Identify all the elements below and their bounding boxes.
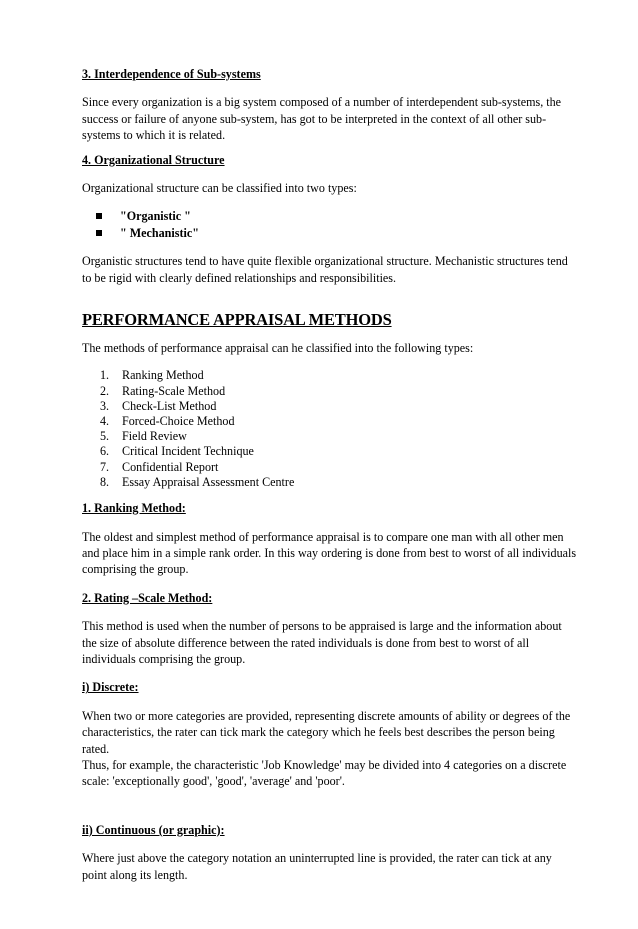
list-item-number: 5. — [100, 429, 110, 444]
list-item-label: Confidential Report — [122, 459, 219, 474]
section-heading-interdependence: 3. Interdependence of Sub-systems — [82, 67, 261, 81]
paragraph-rating-scale: This method is used when the number of persons to be appraised is large and the information about the size of absolute difference between the rated individuals is done from best to worst of all individuals comprising the group. — [82, 619, 562, 666]
list-item-number: 4. — [100, 414, 110, 429]
list-item-label: Field Review — [122, 429, 187, 444]
list-item-number: 3. — [100, 398, 110, 413]
section-heading-org-structure: 4. Organizational Structure — [82, 152, 225, 167]
list-item-label: Rating-Scale Method — [122, 383, 226, 398]
methods-list — [82, 368, 578, 490]
page-title-appraisal-methods: PERFORMANCE APPRAISAL METHODS — [82, 310, 392, 330]
paragraph-org-structure-intro: Organizational structure can be classified into two types: — [82, 181, 357, 196]
paragraph-ranking: The oldest and simplest method of performance appraisal is to compare one man with all other men and place him in a simple rank order. In this way ordering is done from best to worst of all individuals comprising the group. — [82, 529, 577, 577]
list-item-number: 1. — [100, 368, 110, 383]
list-item-label: Essay Appraisal Assessment Centre — [122, 474, 295, 489]
list-item — [100, 414, 578, 429]
paragraph-appraisal-intro: The methods of performance appraisal can he classified into the following types: — [82, 341, 474, 356]
list-item-label: " Mechanistic" — [120, 225, 199, 240]
list-item — [100, 429, 578, 444]
list-item — [100, 460, 578, 475]
paragraph-org-structure: Organistic structures tend to have quite flexible organizational structure. Mechanistic structures tend to be rigid with clearly defined relationships and responsibilities. — [82, 254, 568, 285]
list-item — [100, 368, 578, 383]
paragraph-continuous: Where just above the category notation an uninterrupted line is provided, the rater can tick at any point along its length. — [82, 851, 552, 882]
paragraph-discrete-2: Thus, for example, the characteristic 'Job Knowledge' may be divided into 4 categories on a discrete scale: 'exceptionally good', 'good', 'average' and 'poor'. — [82, 757, 567, 789]
list-item — [100, 399, 578, 414]
square-bullet-icon — [96, 230, 102, 236]
section-heading-continuous: ii) Continuous (or graphic): — [82, 822, 225, 837]
list-item-label: Critical Incident Technique — [122, 444, 254, 459]
list-item-number: 6. — [100, 444, 110, 459]
structure-types-list — [82, 208, 578, 241]
paragraph-discrete-1: When two or more categories are provided, representing discrete amounts of ability or degrees of the characteristics, the rater can tick mark the category which he feels best describes the person being rated. — [82, 708, 571, 756]
list-item-label: Ranking Method — [122, 368, 204, 383]
list-item-label: Forced-Choice Method — [122, 414, 235, 429]
list-item-label: Check-List Method — [122, 398, 217, 413]
section-heading-rating-scale: 2. Rating –Scale Method: — [82, 590, 213, 605]
list-item — [100, 475, 578, 490]
square-bullet-icon — [96, 213, 102, 219]
list-item — [100, 444, 578, 459]
list-item-number: 7. — [100, 459, 110, 474]
section-heading-discrete: i) Discrete: — [82, 680, 139, 695]
list-item-number: 8. — [100, 474, 110, 489]
section-heading-ranking: 1. Ranking Method: — [82, 501, 186, 516]
list-item-number: 2. — [100, 383, 110, 398]
list-item — [100, 384, 578, 399]
list-item-organistic — [96, 208, 578, 224]
paragraph-interdependence: Since every organization is a big system composed of a number of interdependent sub-systems, the success or failure of anyone sub-system, has got to be interpreted in the context of all other sub-systems to which it is related. — [82, 95, 562, 143]
list-item-label: "Organistic " — [120, 209, 191, 224]
list-item-mechanistic — [96, 225, 578, 241]
